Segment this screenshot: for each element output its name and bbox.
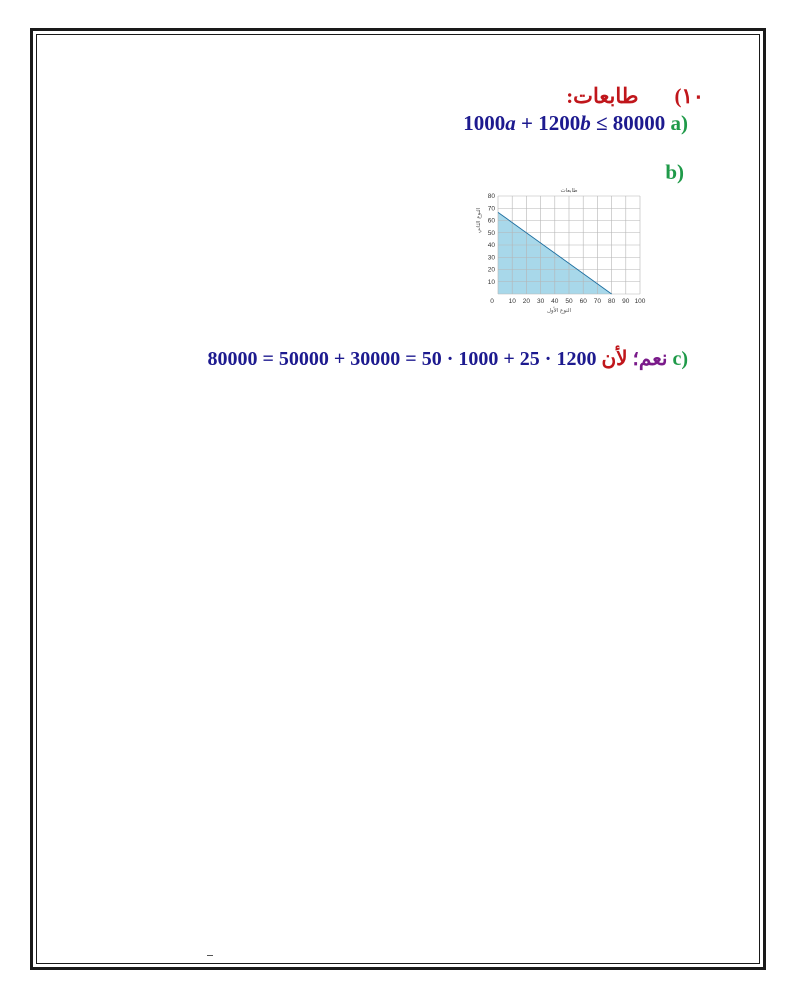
part-b: [665, 160, 684, 185]
x-tick-label: 90: [622, 298, 630, 305]
y-tick-label: 70: [487, 205, 495, 213]
printers-chart: [460, 184, 650, 314]
part-b-label: (b: [665, 160, 684, 184]
y-axis-label: النوع الثاني: [476, 207, 482, 234]
x-tick-label: 0: [490, 298, 494, 305]
ineq-plus: +: [515, 111, 539, 135]
part-a: [463, 111, 688, 136]
ineq-rhs: 80000: [612, 111, 666, 135]
printers-chart-svg: [460, 184, 650, 314]
footer-mark: [207, 955, 213, 956]
part-a-label: (a: [670, 111, 688, 135]
x-tick-label: 100: [634, 298, 646, 305]
part-c-expression: 80000 = 50000 + 30000 = 50 · 1000 + 25 · 1200: [207, 348, 597, 370]
x-axis-label: النوع الأول: [546, 308, 572, 314]
question-title: طابعات:: [566, 84, 639, 108]
page-border-inner: [36, 34, 760, 964]
y-tick-label: 10: [487, 278, 495, 286]
ineq-relation: ≤: [590, 111, 613, 135]
ineq-var-b: b: [580, 111, 591, 135]
part-c-label: (c: [672, 348, 688, 370]
ineq-coef-1: 1000: [463, 111, 506, 135]
y-tick-label: 40: [487, 242, 495, 250]
x-tick-label: 40: [551, 298, 559, 305]
ineq-var-a: a: [505, 111, 516, 135]
part-c: [208, 346, 688, 371]
x-tick-label: 70: [593, 298, 602, 305]
part-c-answer: نعم؛: [632, 348, 668, 370]
question-number: ١٠): [674, 84, 704, 108]
x-tick-label: 80: [607, 298, 616, 305]
part-c-because: لأن: [601, 348, 628, 370]
x-tick-label: 10: [508, 298, 516, 305]
x-tick-label: 60: [579, 298, 587, 305]
x-tick-label: 30: [536, 298, 545, 305]
chart-title: طابعات: [560, 188, 578, 194]
ineq-coef-2: 1200: [538, 111, 581, 135]
y-tick-label: 50: [487, 229, 495, 237]
x-tick-label: 20: [522, 298, 531, 305]
y-tick-label: 30: [487, 254, 495, 262]
question-heading: [566, 84, 704, 109]
x-tick-label: 50: [565, 298, 573, 305]
part-a-inequality: [463, 111, 665, 136]
y-tick-label: 60: [487, 217, 495, 225]
y-tick-label: 80: [487, 193, 495, 201]
y-tick-label: 20: [487, 266, 495, 274]
